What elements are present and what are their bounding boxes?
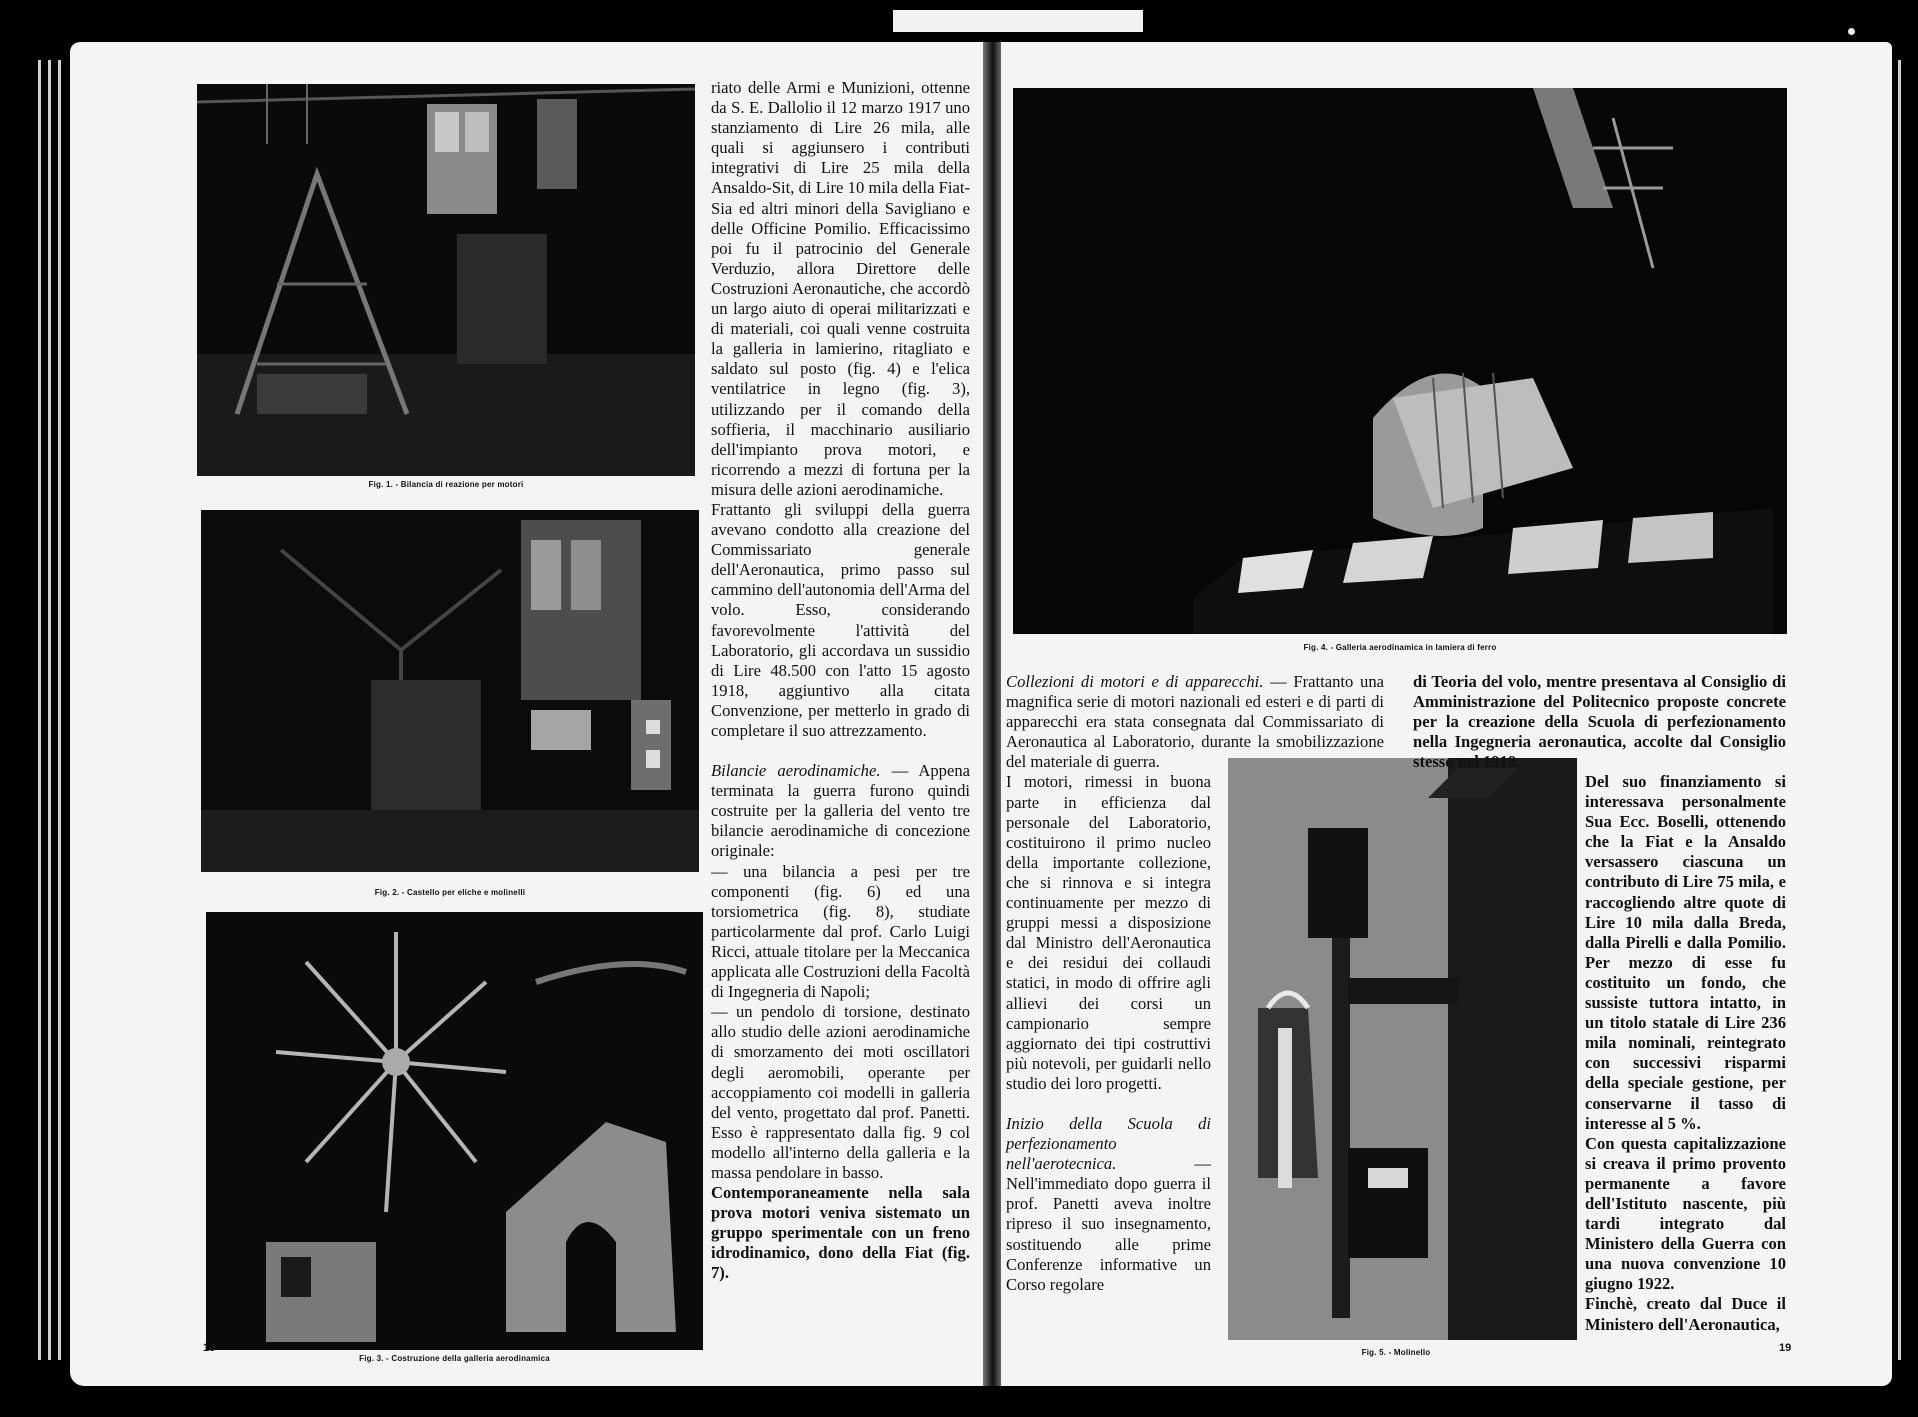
- paragraph: Del suo finanziamento si interessava personalmente Sua Ecc. Boselli, ottenendo che la Fiat e la Ansaldo versassero ciascuna un contributo di Lire 75 mila, e raccogliendo altre quote di Lire 10 mila dalla Breda, dalla Pirelli e dalla Pomilio. Per mezzo di esse fu costituito un fondo, che sussiste tuttora intatto, in un titolo statale di Lire 236 mila nominali, reintegrato con successivi risparmi della speciale gestione, per conservarne il tasso di interesse al 5 %.: [1585, 772, 1786, 1133]
- paragraph: Con questa capitalizzazione si creava il primo provento permanente a favore dell'Istituto nascente, più tardi integrato dal Ministero della Guerra con una nuova convenzione 10 giugno 1922.: [1585, 1133, 1786, 1294]
- page-edge: [58, 60, 61, 1360]
- page-edge: [48, 60, 51, 1360]
- page-number-right: 19: [1779, 1342, 1792, 1354]
- section-heading: Bilancie aerodinamiche.: [711, 761, 881, 781]
- paragraph: — una bilancia a pesi per tre componenti (fig. 6) ed una torsiometrica (fig. 8), studiate particolarmente dal prof. Carlo Luigi Ricci, attuale titolare per la Meccanica applicata alle Costruzioni della Facoltà di Ingegneria di Napoli;: [711, 861, 970, 1002]
- scan-label-strip: [893, 10, 1143, 32]
- figure-5-caption: Fig. 5. - Molinello: [1361, 1348, 1431, 1357]
- right-text-column-1: [1006, 672, 1384, 1295]
- book-spine: [983, 42, 1001, 1386]
- page-number-left: 18: [203, 1342, 216, 1354]
- paragraph: Collezioni di motori e di apparecchi. — Frattanto una magnifica serie di motori nazionali ed esteri e di parti di apparecchi era stata consegnata dal Commissariato di Aeronautica al Laboratorio, durante la smobilizzazione del materiale di guerra.: [1006, 672, 1384, 772]
- left-page: [70, 42, 983, 1386]
- figure-2-caption: Fig. 2. - Castello per eliche e molinelli: [374, 888, 526, 897]
- right-page: [1001, 42, 1892, 1386]
- right-text-column-2-narrow: [1585, 772, 1786, 1335]
- scan-mark: [1848, 28, 1855, 35]
- figure-4-photo: [1013, 88, 1787, 634]
- page-edge: [1898, 60, 1901, 1360]
- left-text-column: [711, 78, 970, 1284]
- figure-1-photo: [197, 84, 695, 476]
- figure-1-caption: Fig. 1. - Bilancia di reazione per motori: [368, 480, 524, 489]
- paragraph: Frattanto gli sviluppi della guerra avevano condotto alla creazione del Commissariato generale dell'Aeronautica, primo passo sul cammino dell'autonomia dell'Arma del volo. Esso, considerando favorevolmente l'attività del Laboratorio, gli accordava un sussidio di Lire 48.500 con l'atto 15 agosto 1918, aggiuntivo alla citata Convenzione, per metterlo in grado di completare il suo attrezzamento.: [711, 499, 970, 740]
- page-edge: [38, 60, 41, 1360]
- section-heading: Inizio della Scuola di perfezionamento nell'aerotecnica.: [1006, 1113, 1211, 1174]
- paragraph: Finchè, creato dal Duce il Ministero dell'Aeronautica,: [1585, 1294, 1786, 1334]
- paragraph: I motori, rimessi in buona parte in efficienza dal personale del Laboratorio, costituirono il primo nucleo della importante collezione, che si rinnova e si integra continuamente per mezzo di gruppi messi a disposizione dal Ministro dell'Aeronautica e dei residui dei collaudi statici, in modo di offrire agli allievi dei corsi un campionario sempre aggiornato dei tipi costruttivi più notevoli, per guidarli nello studio dei loro progetti.: [1006, 772, 1211, 1093]
- paragraph: riato delle Armi e Munizioni, ottenne da S. E. Dallolio il 12 marzo 1917 uno stanziamento di Lire 26 mila, alle quali si aggiunsero i contributi integrativi di Lire 25 mila della Ansaldo-Sit, di Lire 10 mila della Fiat-Sia ed altri minori della Savigliano e delle Officine Pomilio. Efficacissimo poi fu il patrocinio del Generale Verduzio, allora Direttore delle Costruzioni Aeronautiche, che accordò un largo aiuto di operai militarizzati e di materiali, coi quali venne costruita la galleria in lamierino, ritagliato e saldato sul posto (fig. 4) e l'elica ventilatrice in legno (fig. 3), utilizzando per il comando della soffieria, il macchinario ausiliario dell'impianto prova motori, e ricorrendo a mezzi di fortuna per la misura delle azioni aerodinamiche.: [711, 78, 970, 499]
- figure-3-photo: [206, 912, 703, 1350]
- paragraph: Bilancie aerodinamiche. — Appena terminata la guerra furono quindi costruite per la galleria del vento tre bilancie aerodinamiche di concezione originale:: [711, 761, 970, 861]
- right-text-column-2: [1413, 672, 1786, 772]
- paragraph: — un pendolo di torsione, destinato allo studio delle azioni aerodinamiche di smorzamento dei moti oscillatori degli aeromobili, operante per accoppiamento coi modelli in galleria del vento, progettato dal prof. Panetti. Esso è rappresentato dalla fig. 9 col modello all'interno della galleria e la massa pendolare in basso.: [711, 1002, 970, 1182]
- section-heading: Collezioni di motori e di apparecchi.: [1006, 672, 1264, 691]
- figure-4-caption: Fig. 4. - Galleria aerodinamica in lamiera di ferro: [1303, 643, 1497, 652]
- paragraph: Inizio della Scuola di perfezionamento nell'aerotecnica. — Nell'immediato dopo guerra il prof. Panetti aveva inoltre ripreso il suo insegnamento, sostituendo alle prime Conferenze informative un Corso regolare: [1006, 1113, 1211, 1294]
- paragraph: Contemporaneamente nella sala prova motori veniva sistemato un gruppo sperimentale con un freno idrodinamico, dono della Fiat (fig. 7).: [711, 1183, 970, 1283]
- figure-2-photo: [201, 510, 699, 872]
- figure-3-caption: Fig. 3. - Costruzione della galleria aerodinamica: [359, 1354, 550, 1363]
- paragraph: di Teoria del volo, mentre presentava al Consiglio di Amministrazione del Politecnico proposte concrete per la creazione della Scuola di perfezionamento nella Ingegneria aeronautica, accolte dal Consiglio stesso nel 1919.: [1413, 672, 1786, 772]
